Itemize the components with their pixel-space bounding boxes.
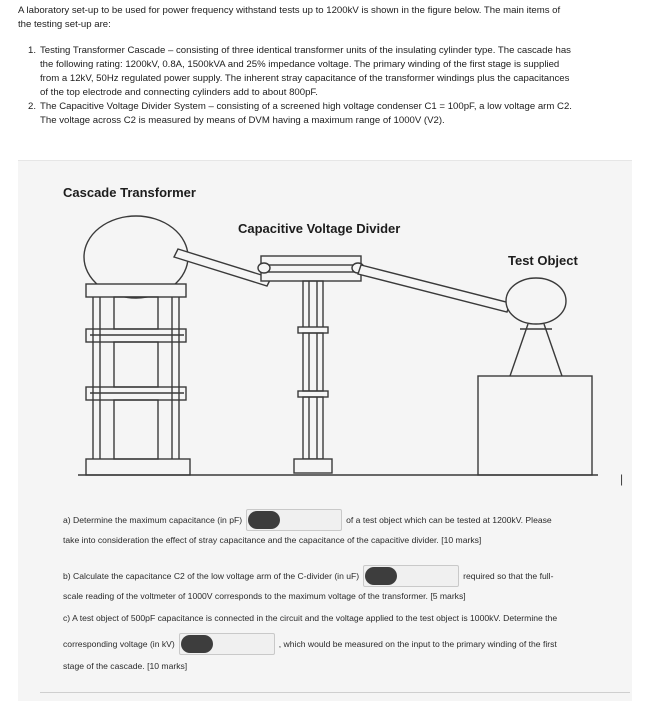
test-setup-diagram bbox=[18, 161, 632, 501]
question-c-prefix: corresponding voltage (in kV) bbox=[63, 639, 175, 649]
test-object-base bbox=[478, 376, 592, 475]
capacitive-divider bbox=[258, 256, 364, 473]
list-item-line: the following rating: 1200kV, 0.8A, 1500kVA and 25% impedance voltage. The primary winding of the first stage is supplied bbox=[40, 59, 560, 70]
list-item bbox=[28, 100, 638, 128]
question-b-line-2: scale reading of the voltmeter of 1000V corresponds to the maximum voltage of the transformer. [5 marks] bbox=[63, 591, 466, 601]
intro-line-2: the testing set-up are: bbox=[18, 19, 111, 30]
cascade-transformer bbox=[84, 216, 190, 475]
side-mark: | bbox=[620, 472, 624, 486]
question-a-line-1 bbox=[63, 509, 552, 531]
test-object-electrode bbox=[506, 278, 566, 324]
question-c-line-3: stage of the cascade. [10 marks] bbox=[63, 661, 188, 671]
cascade-base bbox=[86, 459, 190, 475]
intro-paragraph bbox=[18, 4, 636, 32]
list-item-number: 1. bbox=[28, 45, 37, 56]
question-b-line-1 bbox=[63, 565, 553, 587]
divider-base bbox=[294, 459, 332, 473]
question-c-line-2 bbox=[63, 633, 557, 655]
list-item-line: from a 12kV, 50Hz regulated power supply. The inherent stray capacitance of the transformer windings plus the capacitances bbox=[40, 73, 570, 84]
divider-top-ring bbox=[261, 256, 361, 265]
question-a-prefix: a) Determine the maximum capacitance (in pF) bbox=[63, 515, 243, 525]
cascade-flange bbox=[86, 284, 186, 297]
question-b-prefix: b) Calculate the capacitance C2 of the low voltage arm of the C-divider (in uF) bbox=[63, 571, 360, 581]
question-c-suffix: , which would be measured on the input to the primary winding of the first bbox=[278, 639, 557, 649]
hv-connector-left bbox=[174, 249, 271, 286]
question-b-suffix: required so that the full- bbox=[463, 571, 554, 581]
answer-a-input[interactable] bbox=[246, 509, 342, 531]
answer-b-redaction bbox=[365, 567, 397, 585]
list-item-line: The voltage across C2 is measured by means of DVM having a maximum range of 1000V (V2). bbox=[40, 115, 445, 126]
bottom-divider bbox=[40, 692, 630, 693]
question-c-line-1: c) A test object of 500pF capacitance is connected in the circuit and the voltage applied to the test object is 1000kV. Determine the bbox=[63, 613, 558, 623]
answer-c-redaction bbox=[181, 635, 213, 653]
list-item-line: The Capacitive Voltage Divider System – consisting of a screened high voltage condenser C1 = 100pF, a low voltage arm C2. bbox=[40, 101, 572, 112]
intro-line-1: A laboratory set-up to be used for power frequency withstand tests up to 1200kV is shown in the figure below. The main items of bbox=[18, 5, 561, 16]
answer-c-input[interactable] bbox=[179, 633, 275, 655]
list-item-line: of the top electrode and connecting cylinders add to about 800pF. bbox=[40, 87, 318, 98]
list-item-number: 2. bbox=[28, 101, 37, 112]
test-object-label: Test Object bbox=[508, 253, 578, 268]
capacitive-divider-label: Capacitive Voltage Divider bbox=[238, 221, 401, 236]
answer-b-input[interactable] bbox=[363, 565, 459, 587]
list-item bbox=[28, 44, 638, 100]
setup-items-list bbox=[28, 44, 638, 128]
figure-panel bbox=[18, 160, 632, 701]
hv-connector-right bbox=[358, 265, 510, 312]
answer-a-redaction bbox=[248, 511, 280, 529]
divider-top-ring bbox=[261, 272, 361, 281]
question-a-suffix: of a test object which can be tested at 1200kV. Please bbox=[346, 515, 552, 525]
question-a-line-2: take into consideration the effect of stray capacitance and the capacitance of the capacitive divider. [10 marks] bbox=[63, 535, 482, 545]
cascade-transformer-label: Cascade Transformer bbox=[63, 185, 196, 200]
list-item-line: Testing Transformer Cascade – consisting of three identical transformer units of the insulating cylinder type. The cascade has bbox=[40, 45, 571, 56]
